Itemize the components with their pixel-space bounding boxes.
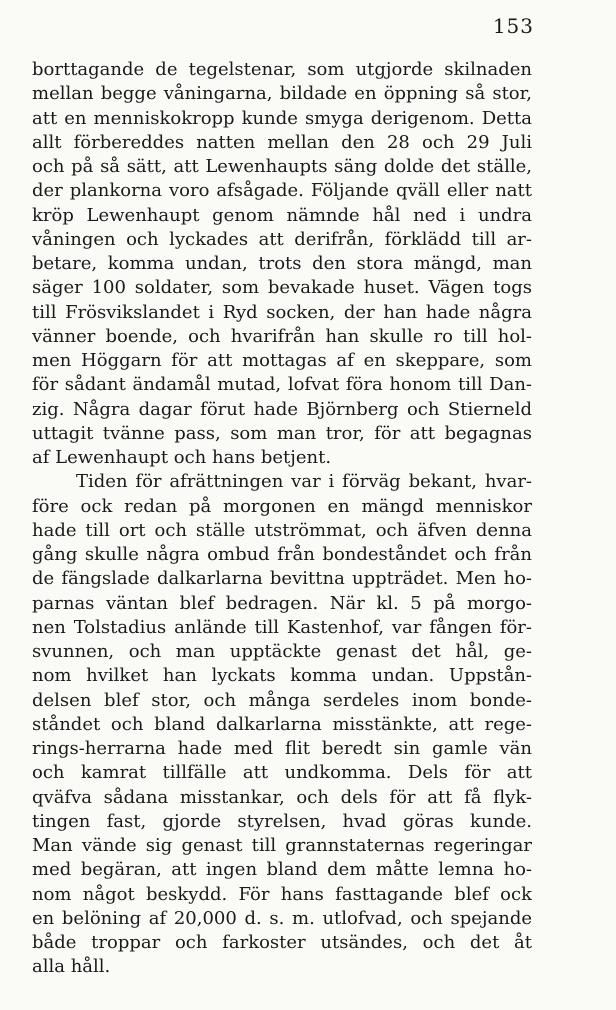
text-line: de fängslade dalkarlarna bevittna uppträdet. Men ho- — [32, 568, 532, 590]
text-line: Tiden för afrättningen var i förväg bekant, hvar- — [76, 471, 532, 493]
text-line: qväfva sådana misstankar, och dels för att få flyk- — [32, 786, 532, 808]
text-line: nen Tolstadius anlände till Kastenhof, var fången för- — [32, 616, 532, 638]
body-text — [32, 58, 532, 980]
text-line: allt förbereddes natten mellan den 28 och 29 Juli — [32, 131, 532, 153]
text-line: vänner boende, och hvarifrån han skulle ro till hol- — [32, 325, 532, 347]
text-line: alla håll. — [32, 956, 111, 978]
text-line: en belöning af 20,000 d. s. m. utlofvad, och spejande — [32, 907, 532, 929]
paragraph-1 — [32, 58, 532, 470]
text-line: mellan begge våningarna, bildade en öppning så stor, — [32, 83, 532, 105]
text-line: zig. Några dagar förut hade Björnberg och Stierneld — [32, 398, 532, 420]
text-line: för sådant ändamål mutad, lofvat föra honom till Dan- — [32, 374, 532, 396]
text-line: med begäran, att ingen bland dem måtte lemna ho- — [32, 859, 532, 881]
text-line: tingen fast, gjorde styrelsen, hvad göras kunde. — [32, 810, 532, 832]
text-line: af Lewenhaupt och hans betjent. — [32, 447, 332, 468]
text-line: parnas väntan blef bedragen. När kl. 5 på morgo- — [32, 592, 532, 614]
text-line: ståndet och bland dalkarlarna misstänkte, att rege- — [32, 713, 532, 735]
text-line: rings-herrarna hade med flit beredt sin gamle vän — [32, 738, 532, 759]
text-line: och kamrat tillfälle att undkomma. Dels för att — [32, 762, 532, 784]
text-line: våningen och lyckades att derifrån, förklädd till ar- — [32, 228, 532, 250]
text-line: både troppar och farkoster utsändes, och det åt — [32, 932, 532, 953]
paragraph-2 — [32, 470, 532, 979]
text-line: men Höggarn för att mottagas af en skeppare, som — [32, 350, 532, 371]
text-line: nom något beskydd. För hans fasttagande blef ock — [32, 883, 532, 905]
page-number: 153 — [492, 14, 534, 38]
text-line: till Frösvikslandet i Ryd socken, der han hade några — [32, 301, 532, 323]
text-line: borttagande de tegelstenar, som utgjorde skilnaden — [32, 59, 532, 80]
text-line: säger 100 soldater, som bevakade huset. Vägen togs — [32, 277, 532, 299]
text-line: der plankorna voro afsågade. Följande qväll eller natt — [32, 180, 532, 202]
text-line: gång skulle några ombud från bondeståndet och från — [32, 544, 532, 565]
text-line: betare, komma undan, trots den stora mängd, man — [32, 253, 532, 274]
text-line: svunnen, och man upptäckte genast det hål, ge- — [32, 641, 532, 662]
text-line: hade till ort och ställe utströmmat, och äfven denna — [32, 519, 532, 541]
text-line: delsen blef stor, och många serdeles inom bonde- — [32, 689, 532, 711]
text-line: kröp Lewenhaupt genom nämnde hål ned i undra — [32, 204, 532, 226]
text-line: uttagit tvänne pass, som man tror, för att begagnas — [32, 422, 532, 444]
text-line: att en menniskokropp kunde smyga derigenom. Detta — [32, 107, 532, 129]
text-line: och på så sätt, att Lewenhaupts säng dolde det ställe, — [32, 156, 532, 177]
text-line: nom hvilket han lyckats komma undan. Uppstån- — [32, 665, 532, 687]
text-line: Man vände sig genast till grannstaternas regeringar — [32, 835, 532, 856]
text-line: före ock redan på morgonen en mängd menniskor — [32, 495, 532, 517]
